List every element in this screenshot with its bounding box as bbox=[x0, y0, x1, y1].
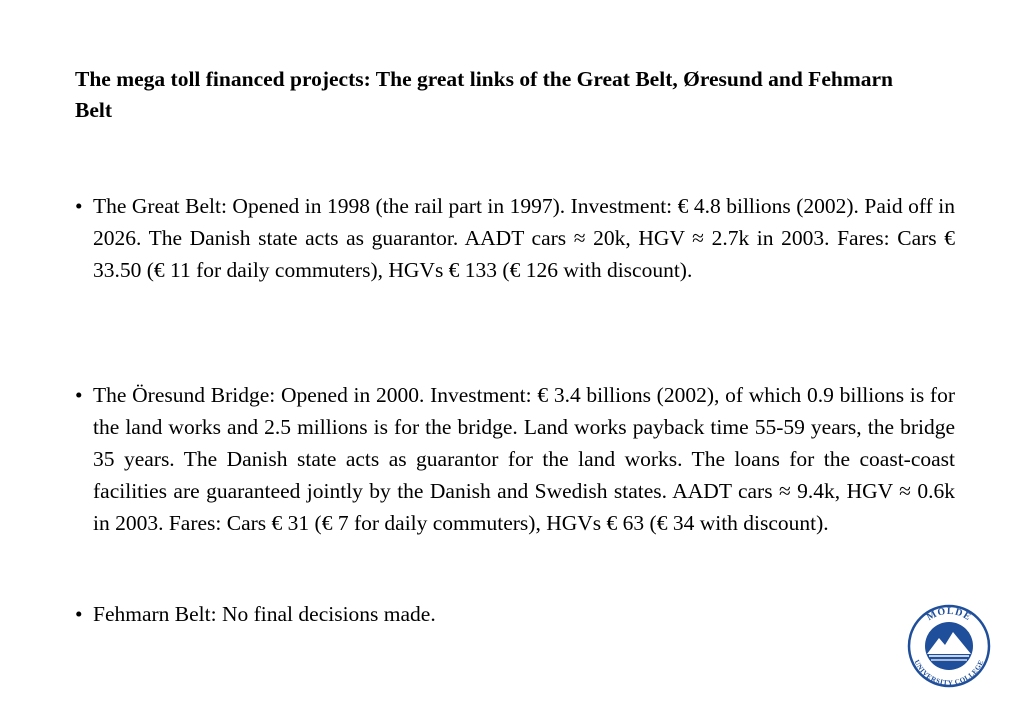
bullet-marker: • bbox=[75, 194, 83, 218]
logo-top-text: MOLDE bbox=[925, 605, 974, 624]
bullet-fehmarn-belt bbox=[75, 598, 955, 630]
bullet-marker: • bbox=[75, 383, 83, 407]
bullet-text: Fehmarn Belt: No final decisions made. bbox=[93, 602, 436, 626]
bullet-great-belt bbox=[75, 190, 955, 286]
bullet-marker: • bbox=[75, 602, 83, 626]
bullet-text: The Great Belt: Opened in 1998 (the rail part in 1997). Investment: € 4.8 billions (2002). Paid off in 2026. The Danish state acts as guarantor. AADT cars ≈ 20k, HGV ≈ 2.7k in 2003. Fares: Cars € 33.50 (€ 11 for daily commuters), HGVs € 133 (€ 126 with discount). bbox=[93, 194, 955, 282]
molde-university-college-logo bbox=[905, 604, 993, 688]
bullet-oresund-bridge bbox=[75, 379, 955, 539]
bullet-text: The Öresund Bridge: Opened in 2000. Investment: € 3.4 billions (2002), of which 0.9 billions is for the land works and 2.5 millions is for the bridge. Land works payback time 55-59 years, the bridge 35 years. The Danish state acts as guarantor for the land works. The loans for the coast-coast facilities are guaranteed jointly by the Danish and Swedish states. AADT cars ≈ 9.4k, HGV ≈ 0.6k in 2003. Fares: Cars € 31 (€ 7 for daily commuters), HGVs € 63 (€ 34 with discount). bbox=[93, 383, 955, 535]
slide-title: The mega toll financed projects: The great links of the Great Belt, Øresund and Fehmarn Belt bbox=[75, 67, 893, 122]
logo-bottom-text: UNIVERSITY COLLEGE bbox=[912, 658, 986, 688]
